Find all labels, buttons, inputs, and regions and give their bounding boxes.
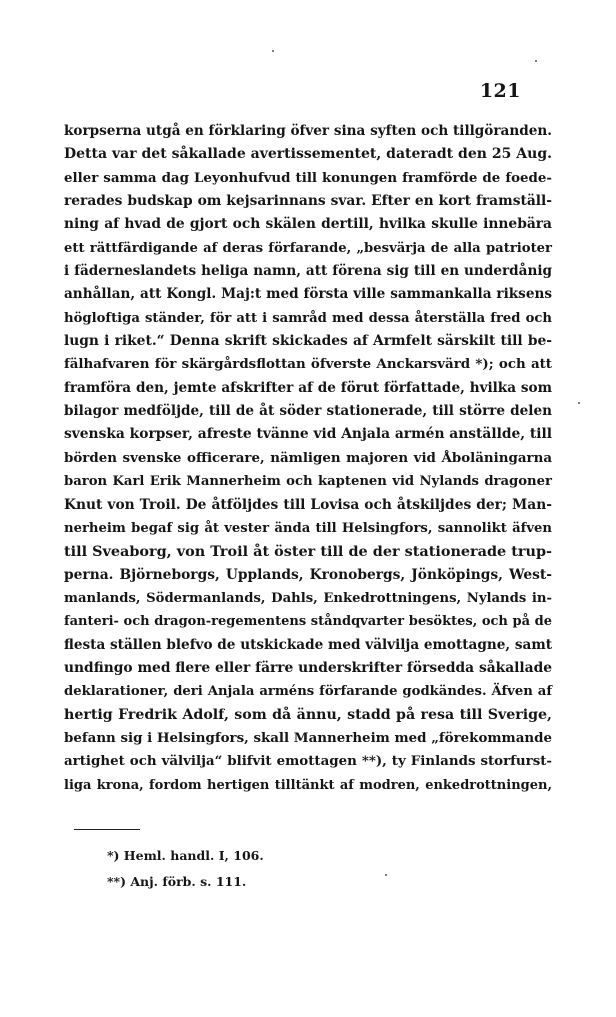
footnote-divider [74,829,140,830]
scan-speck [535,60,537,62]
text-line: artighet och välvilja“ blifvit emottagen **), ty Finlands storfurst- [64,753,552,770]
body-text [64,120,552,797]
footnote: **) Anj. förb. s. 111. [107,874,247,889]
text-line: i fäderneslandets heliga namn, att förena sig till en underdånig [64,263,552,280]
text-line: svenska korpser, afreste tvänne vid Anjala armén anställde, till [64,426,552,443]
text-line: perna. Björneborgs, Upplands, Kronobergs, Jönköpings, West- [64,566,552,583]
text-line: flesta ställen blefvo de utskickade med välvilja emottagne, samt [64,636,552,653]
text-line: rerades budskap om kejsarinnans svar. Efter en kort framställ- [64,193,552,210]
text-line: fanteri- och dragon-regementens ståndqvarter besöktes, och på de [64,614,552,630]
text-line: nerheim begaf sig åt vester ända till Helsingfors, sannolikt äfven [64,520,552,536]
text-line: ett rättfärdigande af deras förfarande, „besvärja de alla patrioter [64,240,552,256]
text-line: undfingo med flere eller färre underskrifter försedda såkallade [64,659,552,676]
text-line: börden svenske officerare, nämligen majoren vid Åboläningarna [64,449,552,466]
text-line: lugn i riket.“ Denna skrift skickades af Armfelt särskilt till be- [64,333,552,350]
text-line: till Sveaborg, von Troil åt öster till de der stationerade trup- [64,543,552,561]
text-line: Knut von Troil. De åtföljdes till Lovisa och åtskiljdes der; Man- [64,496,552,513]
text-line: fälhafvaren för skärgårdsflottan öfverste Anckarsvärd *); och att [64,356,552,373]
footnotes [107,843,264,895]
text-line: baron Karl Erik Mannerheim och kaptenen vid Nylands dragoner [64,474,552,490]
text-line: deklarationer, deri Anjala arméns förfarande godkändes. Äfven af [64,684,552,700]
text-line: manlands, Södermanlands, Dahls, Enkedrottningens, Nylands in- [64,590,552,606]
text-line: anhållan, att Kongl. Maj:t med första ville sammankalla riksens [64,286,552,303]
text-line: befann sig i Helsingfors, skall Mannerheim med „förekommande [64,729,553,746]
footnote: *) Heml. handl. I, 106. [107,848,264,863]
text-line: liga krona, fordom hertigen tilltänkt af modren, enkedrottningen, [64,777,552,793]
text-line: högloftiga ständer, för att i samråd med dessa återställa fred och [64,310,552,326]
scan-speck [385,874,387,876]
scan-speck [578,402,580,404]
scan-speck [272,50,274,52]
text-line: ning af hvad de gjort och skälen dertill, hvilka skulle innebära [64,216,552,233]
text-line: eller samma dag Leyonhufvud till konungen framförde de foede- [64,169,552,186]
page-number: 121 [479,80,521,102]
text-line: framföra den, jemte afskrifter af de förut författade, hvilka som [64,379,552,396]
text-line: korpserna utgå en förklaring öfver sina syften och tillgöranden. [64,123,552,139]
text-line: hertig Fredrik Adolf, som då ännu, stadd på resa till Sverige, [64,706,552,723]
text-line: bilagor medföljde, till de åt söder stationerade, till större delen [64,403,552,420]
text-line: Detta var det såkallade avertissementet, dateradt den 25 Aug. [64,146,552,163]
